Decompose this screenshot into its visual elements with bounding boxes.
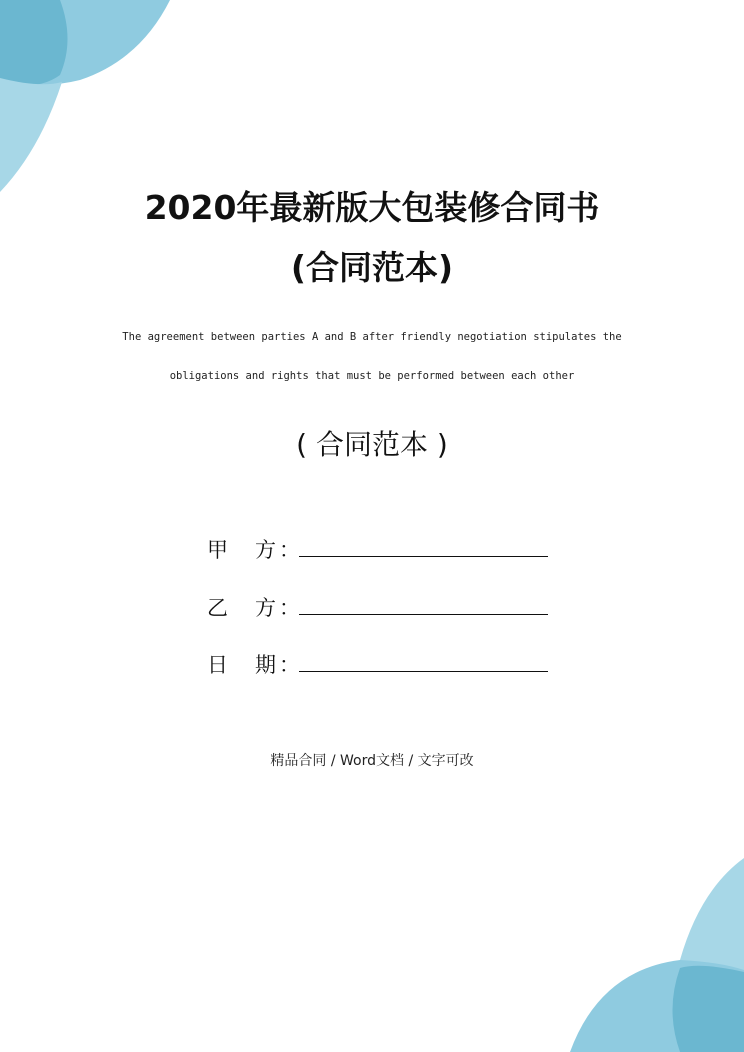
- date-colon: ：: [279, 653, 300, 677]
- corner-decoration-top-left: [0, 0, 180, 200]
- party-a-blank-line[interactable]: [299, 556, 548, 557]
- party-b-label-char2: 方: [255, 596, 276, 620]
- date-blank-line[interactable]: [299, 671, 548, 672]
- party-b-blank-line[interactable]: [299, 614, 548, 615]
- party-a-colon: ：: [279, 538, 300, 562]
- party-b-label-char1: 乙: [207, 596, 228, 620]
- date-label-char2: 期: [255, 653, 276, 677]
- contract-template-label: ( 合同范本 ): [296, 428, 448, 461]
- document-footer-note: 精品合同 / Word文档 / 文字可改: [270, 753, 474, 769]
- document-title-suffix: (合同范本): [290, 248, 454, 287]
- corner-decoration-bottom-right: [560, 850, 744, 1052]
- english-subtitle-line-2: obligations and rights that must be performed between each other: [169, 370, 575, 382]
- party-a-label-char1: 甲: [207, 538, 228, 562]
- date-label-char1: 日: [207, 653, 228, 677]
- document-title: 2020年最新版大包装修合同书: [144, 188, 600, 227]
- party-a-label-char2: 方: [255, 538, 276, 562]
- english-subtitle-line-1: The agreement between parties A and B after friendly negotiation stipulates the: [122, 331, 622, 343]
- party-b-colon: ：: [279, 596, 300, 620]
